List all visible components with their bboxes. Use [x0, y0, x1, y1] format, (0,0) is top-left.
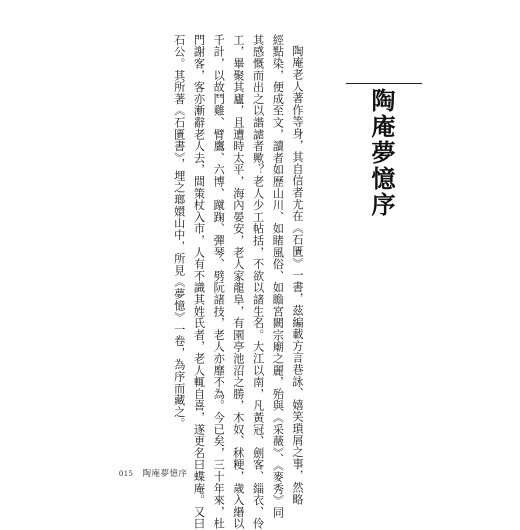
- text-column-1: 陶庵老人著作等身，其自信者尤在《石匱》一書，茲編載方言巷詠、嬉笑瑣屑之事，然略: [291, 45, 304, 506]
- text-column-2: 經點染，便成至文，讀者如歷山川、如睹風俗、如瞻宮闕宗廟之麗，殆與《采薇》、《麥秀》同: [271, 34, 285, 519]
- page-number: 015: [119, 468, 134, 478]
- text-column-6: 門謝客，客亦漸辭老人去，間策杖入市，人有不識其姓氏者，老人輒自喜，遂更名曰蝶庵。又曰: [192, 34, 206, 530]
- text-column-7: 石公。其所著《石匱書》，埋之瑯嬛山中，所見《夢憶》一卷，為序而藏之。: [172, 34, 186, 430]
- text-column-4: 工，畢聚其廬，且遭時太平，海內晏安，老人家龍阜，有園亭池沼之勝，木奴、秫粳，歲入緡以: [231, 34, 245, 530]
- text-column-3: 其感慨而出之以諧謔者歟？老人少工帖括，不欲以諸生名。大江以南，凡黃冠、劍客、緇衣、伶: [251, 34, 265, 530]
- text-column-5: 千計，以故鬥雞、臂鷹、六博、蹴踘、彈琴、劈阮諸技，老人亦靡不為。今已矣，三十年來，杜: [212, 34, 226, 530]
- title-rule: [346, 83, 422, 84]
- page-title: 陶庵夢憶序: [367, 88, 396, 218]
- running-title: 陶庵夢憶序: [142, 469, 188, 479]
- page-footer: [119, 467, 187, 479]
- body-text: [169, 34, 307, 530]
